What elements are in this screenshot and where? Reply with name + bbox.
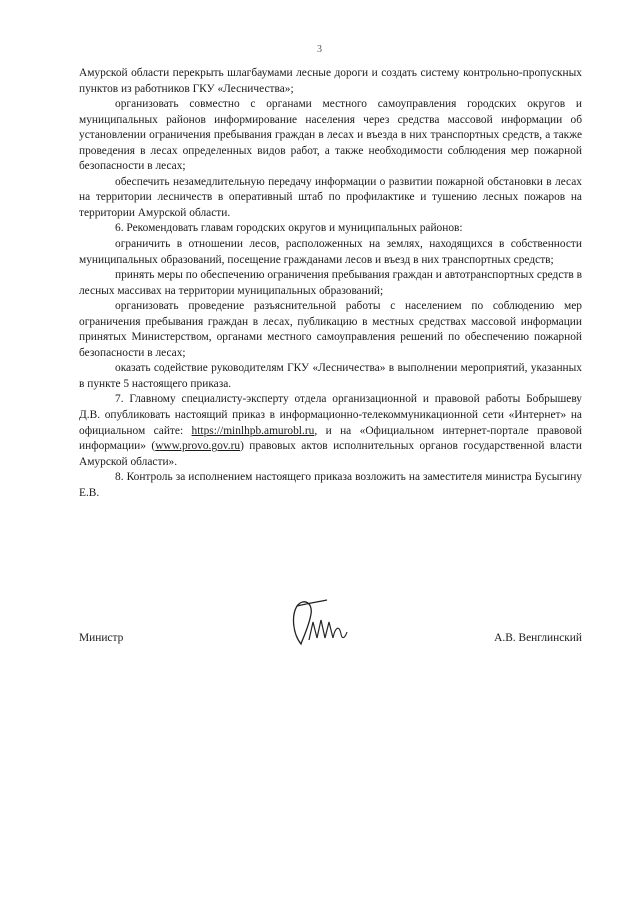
publication-text: 7. Главному специалисту-эксперту отдела организационной и правовой работы Бобрышеву Д.В. опубликовать настоящий приказ в информационно-телекоммуникационной сети «Интернет» на официальном сайте:: [79, 393, 582, 437]
signer-title: Министр: [79, 632, 124, 644]
paragraph: Амурской области перекрыть шлагбаумами лесные дороги и создать систему контрольно-пропускных пунктов из работников ГКУ «Лесничества»;: [79, 67, 582, 95]
paragraph: организовать проведение разъяснительной работы с населением по соблюдению мер ограничения пребывания граждан в лесах, публикацию в местных средствах массовой информации принятых Министерством, органами местного самоуправления решений по обеспечению пожарной безопасности в лесах;: [79, 300, 582, 359]
paragraph: обеспечить незамедлительную передачу информации о развитии пожарной обстановки в лесах на территории лесничеств в оперативный штаб по профилактике и тушению лесных пожаров на территории Амурской области.: [79, 175, 582, 219]
ministry-site-link[interactable]: https://minlhpb.amurobl.ru: [191, 424, 315, 437]
publication-text: , и на «Официальном интернет-портале правовой информации» (: [79, 424, 582, 453]
paragraph: принять меры по обеспечению ограничения пребывания граждан и автотранспортных средств в лесных массивах на территории муниципальных образований;: [79, 269, 582, 297]
paragraph: организовать совместно с органами местного самоуправления городских округов и муниципальных районов информирование населения через средства массовой информации об установлении ограничения пребывания граждан в лесах и въезда в них транспортных средств, а также проведения в лесах определенных видов работ, а также необходимости соблюдения мер пожарной безопасности в лесах;: [79, 98, 582, 173]
paragraph: 6. Рекомендовать главам городских округов и муниципальных районов:: [115, 222, 463, 235]
signer-name: А.В. Венглинский: [494, 632, 582, 644]
document-body: [79, 66, 582, 501]
handwritten-signature: [287, 598, 349, 650]
page-number: 3: [317, 44, 322, 55]
paragraph-control: 8. Контроль за исполнением настоящего приказа возложить на заместителя министра Бусыгину Е.В.: [79, 471, 582, 499]
paragraph-publication: [79, 392, 582, 470]
publication-text: ) правовых актов исполнительных органов государственной власти Амурской области».: [79, 440, 582, 468]
paragraph: оказать содействие руководителям ГКУ «Лесничества» в выполнении мероприятий, указанных в пункте 5 настоящего приказа.: [79, 362, 582, 390]
legal-portal-link[interactable]: www.provo.gov.ru: [155, 440, 241, 453]
paragraph: ограничить в отношении лесов, расположенных на землях, находящихся в собственности муниципальных образований, посещение гражданами лесов и въезд в них транспортных средств;: [79, 238, 582, 266]
signature-block: [79, 598, 582, 658]
